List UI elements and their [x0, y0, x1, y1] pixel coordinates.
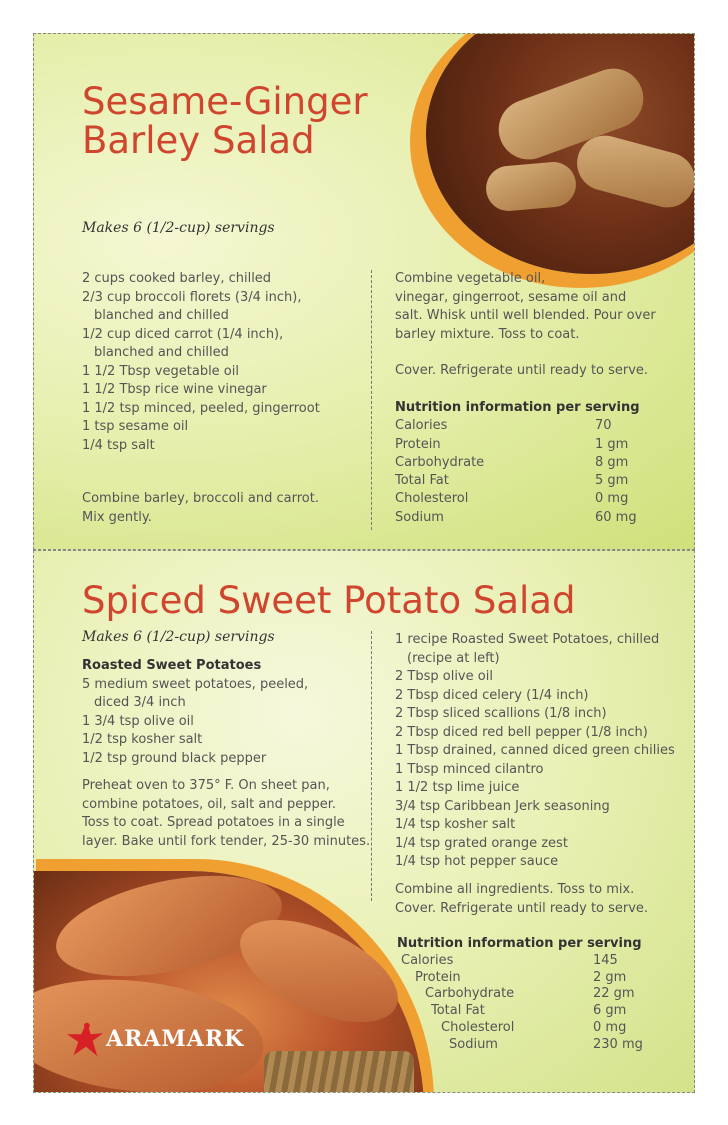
ingredient-item: 1/2 cup diced carrot (1/4 inch), [82, 326, 284, 342]
ingredient-item: 1 1/2 Tbsp vegetable oil [82, 363, 239, 379]
method-line: combine potatoes, oil, salt and pepper. [82, 796, 337, 812]
ingredient-item: 1/2 tsp kosher salt [82, 732, 203, 747]
column-divider [371, 270, 372, 530]
ingredient-item: 1/2 tsp ground black pepper [82, 750, 267, 766]
method-line: layer. Bake until fork tender, 25-30 minutes. [82, 833, 371, 849]
ingredient-item: 2 Tbsp diced red bell pepper (1/8 inch) [395, 724, 648, 740]
ingredient-item: 1/4 tsp grated orange zest [395, 835, 568, 851]
method-line: Combine barley, broccoli and carrot. [82, 491, 319, 506]
ingredient-item: (recipe at left) [407, 650, 500, 666]
ingredients-list [395, 631, 675, 872]
method-line: Combine all ingredients. Toss to mix. [395, 882, 635, 897]
ingredient-item: 2 cups cooked barley, chilled [82, 271, 272, 286]
recipe-card-sweet-potato [33, 550, 695, 1093]
logo-text: ARAMARK [106, 1026, 245, 1052]
nutrition-row: Cholesterol 0 mg [441, 1019, 627, 1035]
ingredient-item: 1 Tbsp minced cilantro [395, 761, 544, 777]
ingredient-item: 1/4 tsp hot pepper sauce [395, 854, 559, 869]
ingredient-item: diced 3/4 inch [94, 695, 186, 710]
ingredient-item: 2 Tbsp diced celery (1/4 inch) [395, 687, 589, 703]
sub-recipe [82, 657, 308, 768]
ingredient-item: blanched and chilled [94, 308, 229, 323]
nutrition-table [397, 936, 643, 1054]
method-line: vinegar, gingerroot, sesame oil and [395, 289, 627, 305]
nutrition-heading: Nutrition information per serving [397, 936, 642, 951]
nutrition-row: Total Fat 6 gm [431, 1003, 627, 1019]
recipe-title: Sesame-Ginger Barley Salad [82, 80, 368, 162]
ingredient-item: 1 recipe Roasted Sweet Potatoes, chilled [395, 632, 660, 647]
ingredient-item: blanched and chilled [94, 345, 229, 360]
star-person-icon [66, 1019, 104, 1059]
nutrition-row: Carbohydrate 8 gm [395, 454, 629, 470]
nutrition-row: Total Fat 5 gm [395, 473, 629, 489]
method-line: Mix gently. [82, 509, 152, 525]
nutrition-row: Calories 145 [401, 952, 618, 968]
method-step [82, 777, 370, 851]
nutrition-row: Calories 70 [395, 418, 612, 434]
method-line: barley mixture. Toss to coat. [395, 326, 580, 342]
ingredients-list [82, 270, 320, 455]
ingredient-item: 5 medium sweet potatoes, peeled, [82, 676, 309, 692]
method-step: Cover. Refrigerate until ready to serve. [395, 363, 649, 378]
column-divider [371, 631, 372, 901]
nutrition-row: Sodium 230 mg [449, 1036, 643, 1052]
ingredient-item: 1 Tbsp drained, canned diced green chilies [395, 743, 675, 758]
nutrition-row: Cholesterol 0 mg [395, 491, 629, 507]
nutrition-heading: Nutrition information per serving [395, 400, 640, 415]
ingredient-item: 1/4 tsp salt [82, 437, 155, 453]
servings-note: Makes 6 (1/2-cup) servings [82, 220, 275, 236]
method-line: Cover. Refrigerate until ready to serve. [395, 900, 649, 916]
recipe-title: Spiced Sweet Potato Salad [82, 579, 576, 622]
ingredient-item: 1 tsp sesame oil [82, 419, 189, 434]
recipe-card-sesame-ginger [33, 33, 695, 550]
sub-recipe-heading: Roasted Sweet Potatoes [82, 658, 262, 673]
nutrition-row: Sodium 60 mg [395, 509, 637, 525]
nutrition-row: Carbohydrate 22 gm [425, 986, 635, 1002]
ingredient-item: 1 1/2 tsp minced, peeled, gingerroot [82, 400, 320, 416]
ingredient-item: 1 3/4 tsp olive oil [82, 713, 194, 729]
method-line: Toss to coat. Spread potatoes in a single [82, 815, 345, 830]
sweet-potato-photo [34, 871, 424, 1093]
method-line: Preheat oven to 375° F. On sheet pan, [82, 778, 330, 793]
method-step [82, 490, 319, 527]
servings-note: Makes 6 (1/2-cup) servings [82, 629, 275, 645]
nutrition-row: Protein 2 gm [415, 969, 627, 985]
ingredient-item: 2/3 cup broccoli florets (3/4 inch), [82, 289, 302, 305]
nutrition-row: Protein 1 gm [395, 436, 629, 452]
method-step [395, 270, 656, 344]
ingredient-item: 1 1/2 tsp lime juice [395, 780, 520, 795]
method-line: salt. Whisk until well blended. Pour over [395, 308, 656, 323]
aramark-logo [66, 1019, 244, 1059]
ingredient-item: 1/4 tsp kosher salt [395, 817, 516, 832]
ingredient-item: 3/4 tsp Caribbean Jerk seasoning [395, 798, 610, 814]
method-line: Combine vegetable oil, [395, 271, 546, 286]
ingredient-item: 1 1/2 Tbsp rice wine vinegar [82, 382, 267, 397]
nutrition-table [395, 399, 640, 527]
ingredient-item: 2 Tbsp sliced scallions (1/8 inch) [395, 706, 607, 721]
ginger-photo [426, 33, 695, 274]
method-step [395, 881, 648, 918]
ingredient-item: 2 Tbsp olive oil [395, 669, 493, 684]
